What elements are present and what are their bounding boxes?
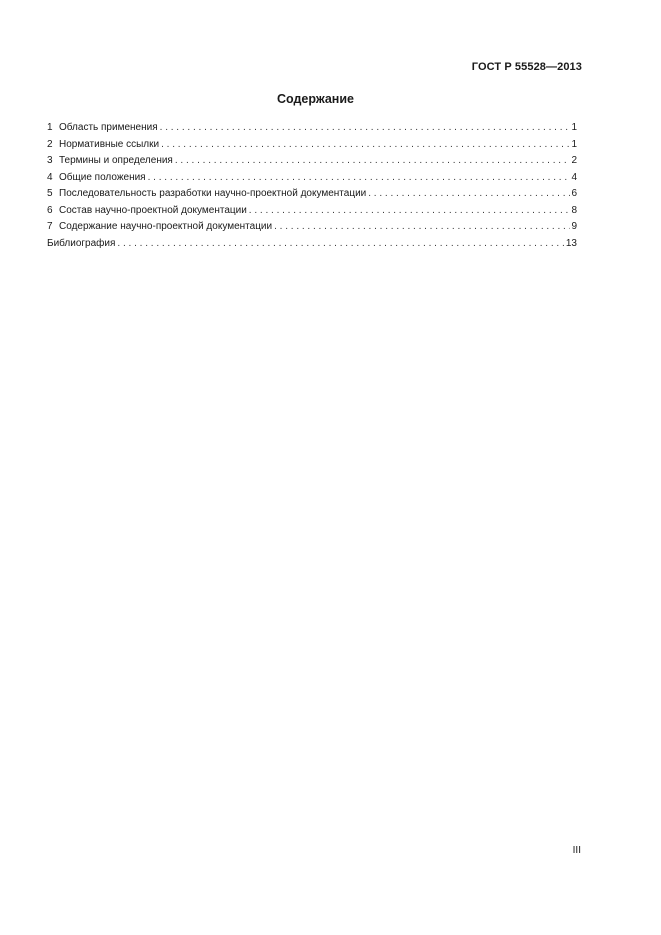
toc-leader-dots — [160, 120, 571, 137]
toc-entry-page: 6 — [571, 188, 577, 199]
toc-leader-dots — [175, 153, 571, 170]
toc-entry-number: 1 — [47, 122, 53, 133]
toc-entry-label: Область применения — [59, 122, 158, 133]
toc-entry-page: 2 — [571, 155, 577, 166]
toc-leader-dots — [368, 186, 570, 203]
toc-entry-bibliography[interactable] — [47, 236, 577, 253]
toc-entry-label: Библиография — [47, 237, 116, 249]
document-standard-id: ГОСТ Р 55528—2013 — [471, 61, 582, 73]
toc-entry[interactable] — [47, 203, 577, 220]
toc-entry-label: Общие положения — [59, 171, 146, 183]
toc-leader-dots — [161, 137, 570, 154]
toc-entry-label: Содержание научно-проектной документации — [59, 221, 273, 232]
toc-entry-page: 4 — [571, 171, 577, 183]
table-of-contents — [47, 120, 577, 252]
toc-leader-dots — [148, 170, 571, 187]
toc-entry-number: 2 — [47, 138, 53, 150]
toc-entry-label: Последовательность разработки научно-проектной документации — [59, 188, 367, 199]
toc-leader-dots — [117, 236, 564, 253]
toc-entry-label: Состав научно-проектной документации — [59, 204, 247, 216]
toc-entry-number: 5 — [47, 188, 53, 199]
toc-entry-number: 7 — [47, 221, 53, 232]
toc-entry[interactable] — [47, 186, 577, 203]
toc-leader-dots — [274, 219, 570, 236]
toc-entry-page: 13 — [565, 237, 577, 249]
toc-entry-page: 1 — [571, 138, 577, 150]
toc-entry-label: Термины и определения — [59, 155, 173, 166]
toc-entry-label: Нормативные ссылки — [59, 138, 160, 150]
toc-entry-page: 1 — [571, 122, 577, 133]
toc-leader-dots — [249, 203, 571, 220]
toc-entry-page: 9 — [571, 221, 577, 232]
toc-entry[interactable] — [47, 137, 577, 154]
toc-entry[interactable] — [47, 219, 577, 236]
toc-entry[interactable] — [47, 120, 577, 137]
toc-entry-page: 8 — [571, 204, 577, 216]
toc-entry[interactable] — [47, 153, 577, 170]
page-number: III — [572, 845, 581, 856]
toc-entry-number: 4 — [47, 171, 53, 183]
toc-title: Содержание — [276, 92, 354, 106]
toc-entry-number: 6 — [47, 204, 53, 216]
toc-entry[interactable] — [47, 170, 577, 187]
toc-entry-number: 3 — [47, 155, 53, 166]
